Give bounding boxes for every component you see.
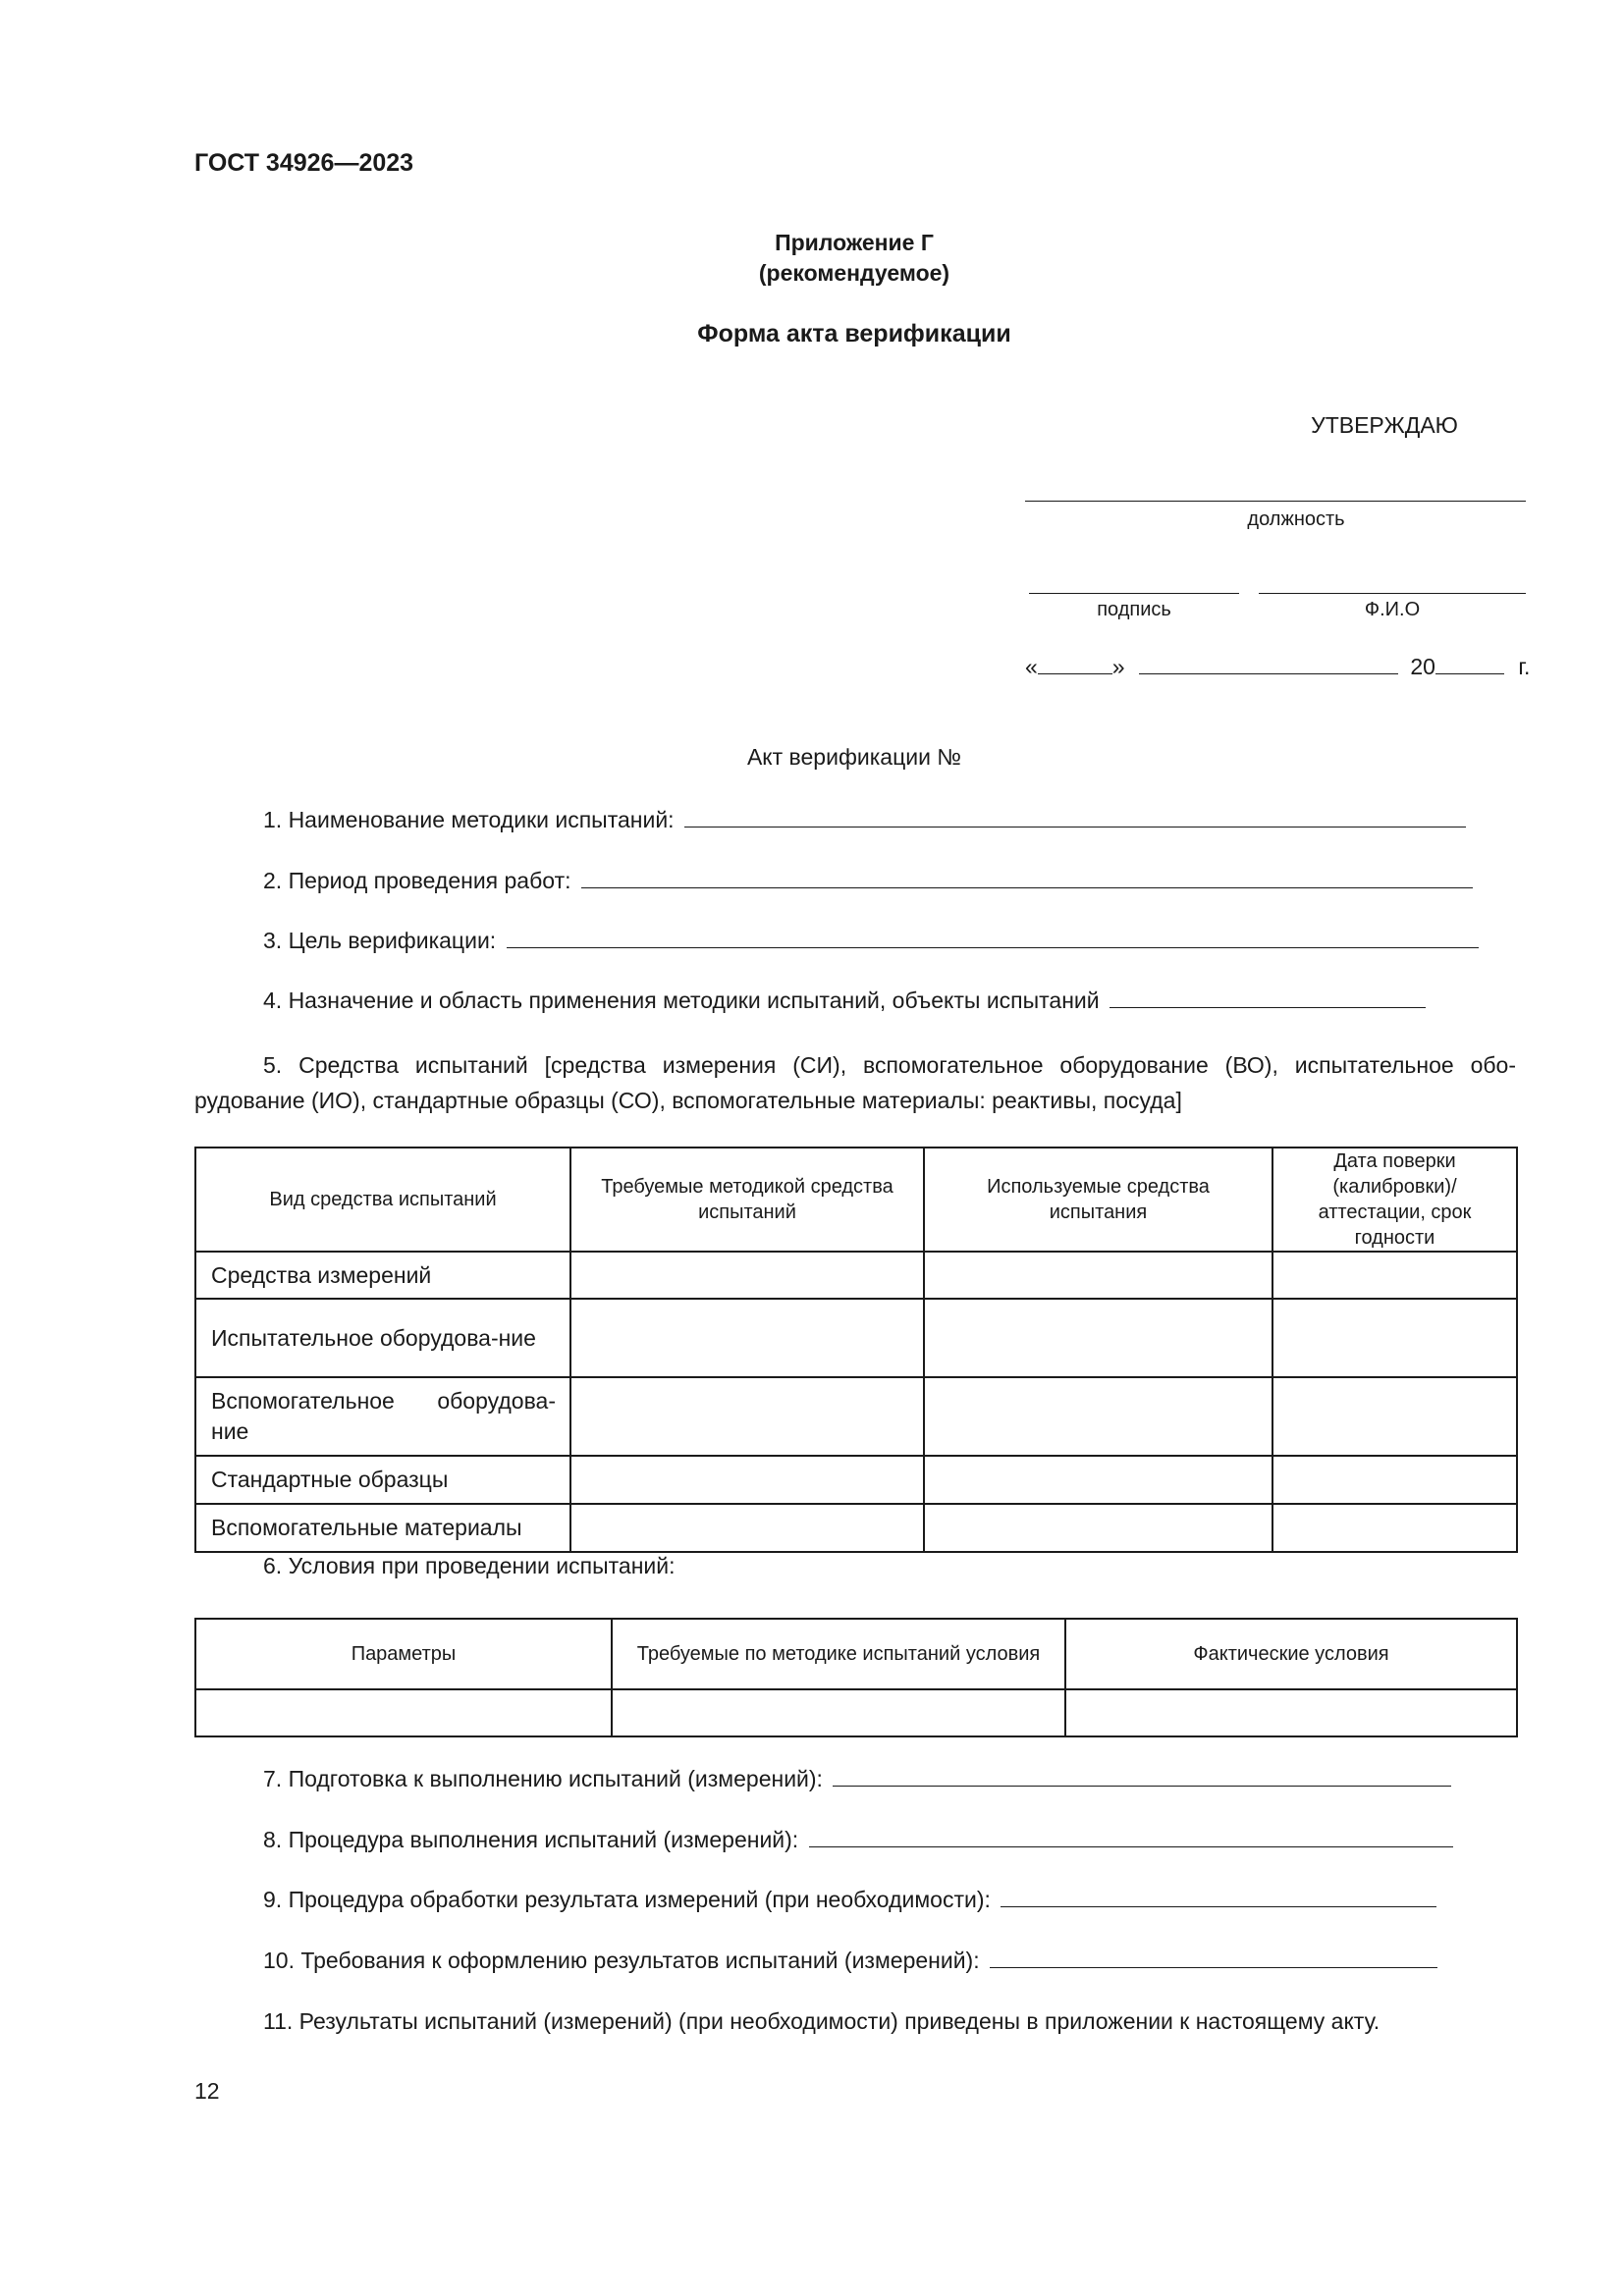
- name-line: [1259, 593, 1526, 594]
- empty-cell: [924, 1456, 1272, 1504]
- appendix-heading: [0, 228, 1624, 289]
- approval-date-line: [1025, 654, 1531, 680]
- name-caption: Ф.И.О: [1364, 599, 1421, 620]
- form-title: Форма акта верификации: [697, 320, 1011, 347]
- list-item-5: 5. Средства испытаний [средства измерения (СИ), вспомогательное оборудование (ВО), испытательное обо-рудование (ИО), стандартные образцы (СО), вспомогательные материалы: реактивы, посуда]: [194, 1052, 1516, 1113]
- table-row: [195, 1252, 1517, 1299]
- appendix-subtitle: (рекомендуемое): [758, 260, 950, 286]
- table-header-cell: Требуемые по методике испытаний условия: [612, 1619, 1065, 1689]
- year-field: [1435, 672, 1504, 674]
- year-prefix: 20: [1410, 654, 1435, 679]
- row-label: Средства измерений: [195, 1252, 570, 1299]
- test-means-table: [194, 1147, 1518, 1553]
- signature-line: [1029, 593, 1239, 594]
- list-item-11: 11. Результаты испытаний (измерений) (при необходимости) приведены в приложении к настоящему акту.: [263, 2008, 1380, 2034]
- fill-line: [1001, 1905, 1436, 1907]
- empty-cell: [924, 1377, 1272, 1456]
- table-header-cell: Параметры: [195, 1619, 612, 1689]
- empty-cell: [570, 1252, 924, 1299]
- empty-cell: [924, 1299, 1272, 1377]
- fill-line: [581, 886, 1473, 888]
- year-suffix: г.: [1518, 654, 1531, 679]
- row-label: Вспомогательное оборудова-ние: [195, 1377, 570, 1456]
- list-item-label: 3. Цель верификации:: [263, 928, 497, 953]
- position-line: [1025, 501, 1526, 502]
- empty-cell: [1065, 1689, 1517, 1736]
- table-row: [195, 1689, 1517, 1736]
- empty-cell: [612, 1689, 1065, 1736]
- fill-line: [1110, 1006, 1426, 1008]
- conditions-table: [194, 1618, 1518, 1737]
- date-close-quote: »: [1111, 654, 1125, 679]
- fill-line: [990, 1966, 1437, 1968]
- table-header-row: [195, 1148, 1517, 1252]
- empty-cell: [195, 1689, 612, 1736]
- list-item-label: 7. Подготовка к выполнению испытаний (измерений):: [263, 1766, 823, 1791]
- appendix-title: Приложение Г: [775, 230, 934, 255]
- list-item-6: 6. Условия при проведении испытаний:: [263, 1553, 676, 1578]
- empty-cell: [924, 1252, 1272, 1299]
- empty-cell: [1272, 1504, 1517, 1552]
- list-item-9: [263, 1887, 1436, 1913]
- table-header-cell: Дата поверки (калибровки)/ аттестации, срок годности: [1272, 1148, 1517, 1252]
- table-row: [195, 1504, 1517, 1552]
- document-code: ГОСТ 34926—2023: [194, 149, 414, 177]
- row-label: Испытательное оборудова-ние: [195, 1299, 570, 1377]
- empty-cell: [1272, 1377, 1517, 1456]
- table-header-row: [195, 1619, 1517, 1689]
- empty-cell: [570, 1504, 924, 1552]
- list-item-2: [263, 868, 1473, 894]
- approve-label: УТВЕРЖДАЮ: [1311, 412, 1458, 438]
- table-header-cell: Вид средства испытаний: [195, 1148, 570, 1252]
- row-label: Стандартные образцы: [195, 1456, 570, 1504]
- list-item-label: 8. Процедура выполнения испытаний (измерений):: [263, 1827, 799, 1852]
- fill-line: [507, 946, 1479, 948]
- empty-cell: [570, 1377, 924, 1456]
- table-header-cell: Требуемые методикой средства испытаний: [570, 1148, 924, 1252]
- fill-line: [833, 1785, 1451, 1787]
- month-field: [1139, 672, 1398, 674]
- table-row: [195, 1456, 1517, 1504]
- list-item-7: [263, 1766, 1451, 1792]
- empty-cell: [570, 1299, 924, 1377]
- table-row: [195, 1299, 1517, 1377]
- fill-line: [684, 826, 1466, 828]
- list-item-label: 10. Требования к оформлению результатов испытаний (измерений):: [263, 1948, 980, 1973]
- position-caption: должность: [1247, 508, 1345, 530]
- empty-cell: [1272, 1252, 1517, 1299]
- act-title: Акт верификации №: [746, 744, 962, 770]
- empty-cell: [1272, 1299, 1517, 1377]
- page-number: 12: [194, 2078, 220, 2104]
- list-item-label: 2. Период проведения работ:: [263, 868, 571, 893]
- signature-caption: подпись: [1097, 599, 1171, 620]
- empty-cell: [924, 1504, 1272, 1552]
- list-item-4: [263, 988, 1426, 1014]
- table-row: [195, 1377, 1517, 1456]
- empty-cell: [1272, 1456, 1517, 1504]
- table-header-cell: Фактические условия: [1065, 1619, 1517, 1689]
- list-item-3: [263, 928, 1479, 954]
- list-item-10: [263, 1948, 1437, 1974]
- date-open-quote: «: [1025, 654, 1038, 679]
- list-item-label: 9. Процедура обработки результата измерений (при необходимости):: [263, 1887, 991, 1912]
- table-header-cell: Используемые средства испытания: [924, 1148, 1272, 1252]
- list-item-8: [263, 1827, 1453, 1853]
- list-item-1: [263, 807, 1466, 833]
- fill-line: [809, 1845, 1453, 1847]
- list-item-label: 1. Наименование методики испытаний:: [263, 807, 675, 832]
- list-item-label: 4. Назначение и область применения методики испытаний, объекты испытаний: [263, 988, 1100, 1013]
- empty-cell: [570, 1456, 924, 1504]
- row-label: Вспомогательные материалы: [195, 1504, 570, 1552]
- day-field: [1038, 672, 1112, 674]
